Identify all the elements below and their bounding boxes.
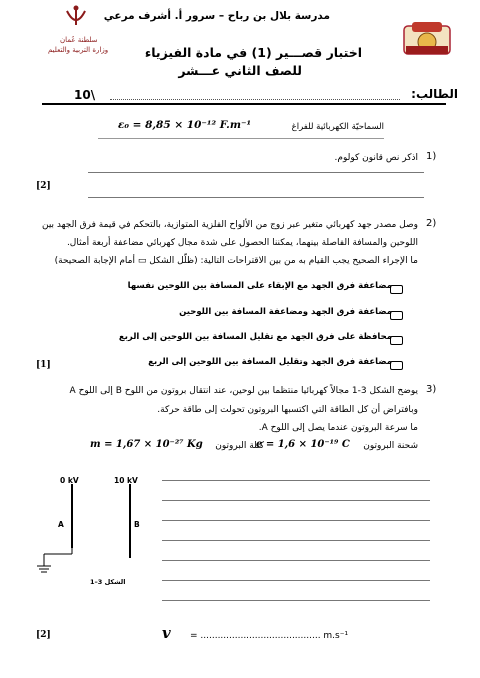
school-name: مدرسة بلال بن رباح – سرور أ. أشرف مرعي [103,10,330,22]
header-divider [42,103,446,105]
constant-divider [98,138,384,139]
q1-answer-line-1[interactable] [88,172,424,173]
charge-equation: e = 1,6 × 10⁻¹⁹ C [256,439,350,450]
q3-answer-line-7[interactable] [162,600,430,601]
plate-b-label: B [134,520,140,529]
ministry-name-line2: وزارة التربية والتعليم [48,46,109,54]
q3-answer-line-3[interactable] [162,520,430,521]
q3-answer-line-4[interactable] [162,540,430,541]
q3-line-3: ما سرعة البروتون عندما يصل إلى اللوح A. [258,423,418,433]
plate-a-voltage: 0 kV [60,476,79,485]
permittivity-equation: ε₀ = 8,85 × 10⁻¹² F.m⁻¹ [118,119,252,131]
mass-label: كتلة البروتون [215,441,264,451]
q3-answer-line-1[interactable] [162,480,430,481]
q1-text: اذكر نص قانون كولوم. [334,153,418,163]
figure-caption: الشكل 3–1 [90,578,126,586]
q2-mark: [1] [36,360,51,370]
q3-line-1: يوضح الشكل 3-1 مجالاً كهربائيا منتظما بين لوحين، عند انتقال بروتون من اللوح B إلى اللوح A [69,386,418,396]
plate-b-voltage: 10 kV [114,476,138,485]
q3-number: 3) [426,384,437,395]
q3-mark: [2] [36,630,51,640]
q2-line-1: وصل مصدر جهد كهربائي متغير عبر زوج من الألواح الفلزية المتوازية، بالتحكم في قيمة فرق الجهد بين [41,220,418,230]
q2-option-1: مضاعفة فرق الجهد مع الإبقاء على المسافة بين اللوحين نفسها [127,281,392,291]
permittivity-label: السماحيّة الكهربائية للفراغ [291,122,384,132]
plate-a-label: A [58,520,64,529]
class-number: 10\ [74,88,96,102]
exam-title: اختبار قصـــير (1) في مادة الفيزياء [144,45,362,60]
charge-label: شحنة البروتون [363,441,418,451]
q3-answer-line-2[interactable] [162,500,430,501]
q2-option-4: مضاعفة فرق الجهد وتقليل المسافة بين اللوحين إلى الربع [148,357,392,367]
ministry-name-line1: سلطنة عُمان [60,36,98,44]
q1-answer-line-2[interactable] [88,197,424,198]
grade-title: للصف الثاني عـــشر [178,63,302,78]
q2-line-2: اللوحين والمسافة الفاصلة بينهما، يمكننا الحصول على شدة مجال كهربائي مضاعفة أربعة أمثال. [66,238,418,248]
q2-option-3: محافظة على فرق الجهد مع تقليل المسافة بين اللوحين إلى الربع [118,332,392,342]
velocity-symbol: v [162,624,171,642]
student-name-field[interactable] [110,91,400,100]
school-logo [398,20,456,58]
q1-number: 1) [426,151,437,162]
q3-line-2: وبافتراض أن كل الطاقة التي اكتسبها البروتون تحولت إلى طاقة حركة. [157,405,418,415]
q2-line-3: ما الإجراء الصحيح يجب القيام به من بين الاقتراحات التالية: (ظلّل الشكل ▭ أمام الإجابة الصحيحة) [54,256,418,266]
q2-option-2: مضاعفة فرق الجهد ومضاعفة المسافة بين اللوحين [179,307,392,317]
q3-answer-line-6[interactable] [162,580,430,581]
ministry-emblem [62,3,90,33]
mass-equation: m = 1,67 × 10⁻²⁷ Kg [90,439,203,450]
q3-answer-line-5[interactable] [162,560,430,561]
q2-number: 2) [426,218,437,229]
velocity-answer-blank[interactable]: = .......................................... m.s⁻¹ [190,631,349,641]
q1-mark: [2] [36,181,51,191]
student-label: الطالب: [411,87,458,101]
